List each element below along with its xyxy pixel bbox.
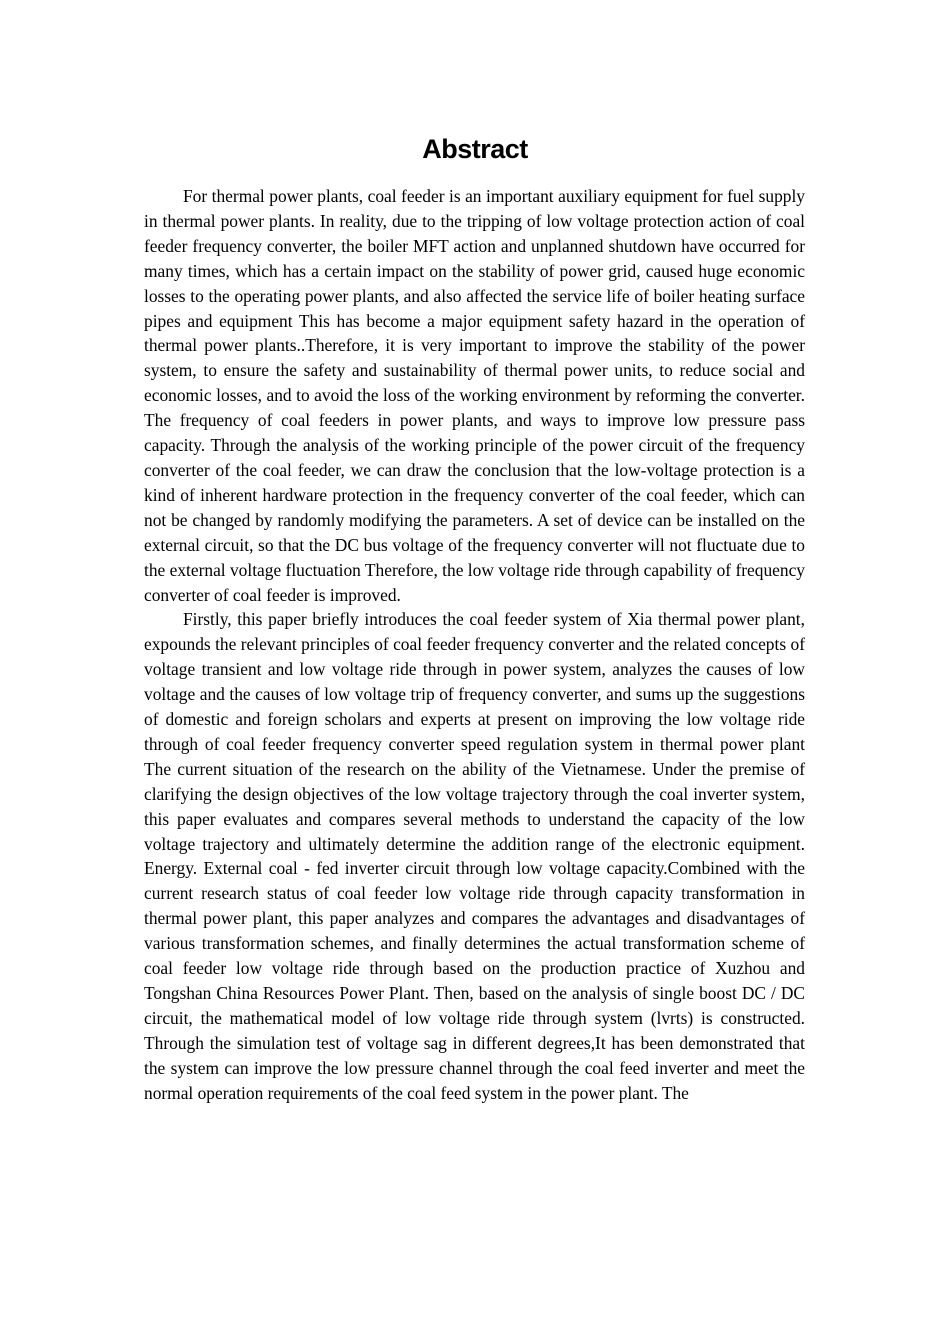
page-title: Abstract xyxy=(422,134,528,164)
abstract-paragraph-2: Firstly, this paper briefly introduces the coal feeder system of Xia thermal power plant, expounds the relevant principles of coal feeder frequency converter and the related concepts of voltage transient and low voltage ride through in power system, analyzes the causes of low voltage and the causes of low voltage trip of frequency converter, and sums up the suggestions of domestic and foreign scholars and experts at present on improving the low voltage ride through of coal feeder frequency converter speed regulation system in thermal power plant The current situation of the research on the ability of the Vietnamese. Under the premise of clarifying the design objectives of the low voltage trajectory through the coal inverter system, this paper evaluates and compares several methods to understand the capacity of the low voltage trajectory and ultimately determine the addition range of the electronic equipment. Energy. External coal - fed inverter circuit through low voltage capacity.Combined with the current research status of coal feeder low voltage ride through capacity transformation in thermal power plant, this paper analyzes and compares the advantages and disadvantages of various transformation schemes, and finally determines the actual transformation scheme of coal feeder low voltage ride through based on the production practice of Xuzhou and Tongshan China Resources Power Plant. Then, based on the analysis of single boost DC / DC circuit, the mathematical model of low voltage ride through system (lvrts) is constructed. Through the simulation test of voltage sag in different degrees,It has been demonstrated that the system can improve the low pressure channel through the coal feed inverter and meet the normal operation requirements of the coal feed system in the power plant. The xyxy=(144,609,805,1103)
abstract-body xyxy=(144,184,805,1106)
abstract-paragraph-1: For thermal power plants, coal feeder is an important auxiliary equipment for fuel supply in thermal power plants. In reality, due to the tripping of low voltage protection action of coal feeder frequency converter, the boiler MFT action and unplanned shutdown have occurred for many times, which has a certain impact on the stability of power grid, caused huge economic losses to the operating power plants, and also affected the service life of boiler heating surface pipes and equipment This has become a major equipment safety hazard in the operation of thermal power plants..Therefore, it is very important to improve the stability of the power system, to ensure the safety and sustainability of thermal power units, to reduce social and economic losses, and to avoid the loss of the working environment by reforming the converter. The frequency of coal feeders in power plants, and ways to improve low pressure pass capacity. Through the analysis of the working principle of the power circuit of the frequency converter of the coal feeder, we can draw the conclusion that the low-voltage protection is a kind of inherent hardware protection in the frequency converter of the coal feeder, which can not be changed by randomly modifying the parameters. A set of device can be installed on the external circuit, so that the DC bus voltage of the frequency converter will not fluctuate due to the external voltage fluctuation Therefore, the low voltage ride through capability of frequency converter of coal feeder is improved. xyxy=(144,186,805,605)
